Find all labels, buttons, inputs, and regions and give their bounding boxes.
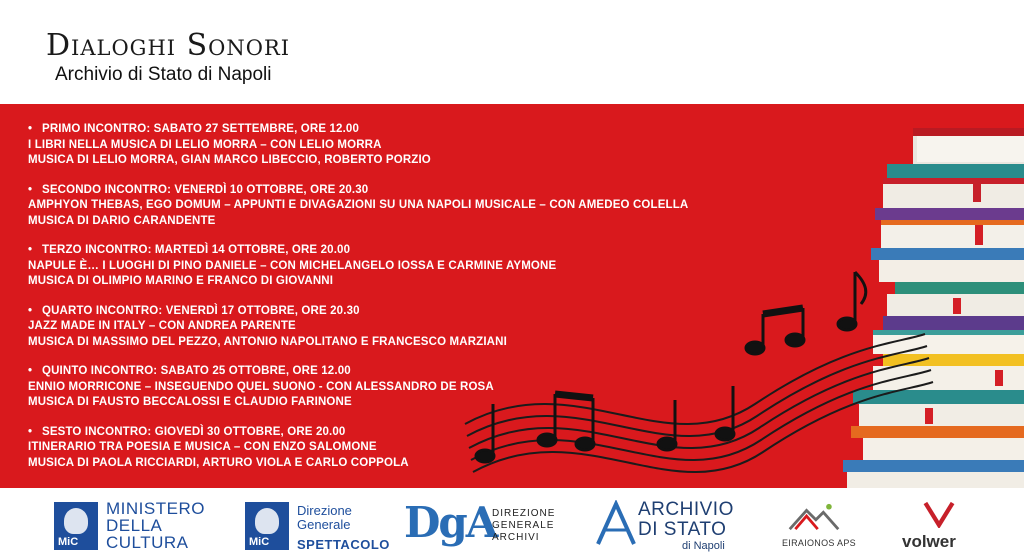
ministry-head-icon: MiC xyxy=(245,502,289,550)
ministero-cultura-logo: MiC MINISTERO DELLA CULTURA xyxy=(54,498,214,552)
bullet-icon: • xyxy=(28,244,33,256)
volwer-v-icon xyxy=(922,500,956,528)
event-topic: ITINERARIO TRA POESIA E MUSICA – CON ENZO SALOMONE xyxy=(28,441,377,453)
event-heading: SESTO INCONTRO: GIOVEDÌ 30 OTTOBRE, ORE 20.00 xyxy=(42,425,346,438)
event-topic: AMPHYON THEBAS, EGO DOMUM – APPUNTI E DIVAGAZIONI SU UNA NAPOLI MUSICALE – CON AMEDEO COLELLA xyxy=(28,199,689,211)
event-topic: ENNIO MORRICONE – INSEGUENDO QUEL SUONO - CON ALESSANDRO DE ROSA xyxy=(28,380,494,393)
ministry-head-icon: MiC xyxy=(54,502,98,550)
mountain-icon xyxy=(786,500,842,534)
event-topic: I LIBRI NELLA MUSICA DI LELIO MORRA – CON LELIO MORRA xyxy=(28,138,382,151)
bullet-icon: • xyxy=(28,183,33,196)
volwer-logo: volwer xyxy=(902,498,974,552)
eiraionos-logo: EIRAIONOS APS xyxy=(782,498,852,552)
event-music: MUSICA DI PAOLA RICCIARDI, ARTURO VIOLA E CARLO COPPOLA xyxy=(28,456,409,469)
bullet-icon: • xyxy=(28,123,33,135)
event-music: MUSICA DI MASSIMO DEL PEZZO, ANTONIO NAPOLITANO E FRANCESCO MARZIANI xyxy=(28,335,507,348)
direzione-spettacolo-logo: MiC Direzione Generale SPETTACOLO xyxy=(245,498,385,552)
event-music: MUSICA DI DARIO CARANDENTE xyxy=(28,214,216,227)
bullet-icon: • xyxy=(28,425,33,438)
header xyxy=(0,0,1024,104)
event-music: MUSICA DI LELIO MORRA, GIAN MARCO LIBECCIO, ROBERTO PORZIO xyxy=(28,154,431,166)
music-notes-illustration xyxy=(476,272,866,462)
archivio-stato-logo: ARCHIVIO DI STATO di Napoli xyxy=(594,498,754,552)
event-music: MUSICA DI OLIMPIO MARINO E FRANCO DI GIOVANNI xyxy=(28,275,334,287)
event-heading: PRIMO INCONTRO: SABATO 27 SETTEMBRE, ORE 12.00 xyxy=(42,123,360,135)
event-music: MUSICA DI FAUSTO BECCALOSSI E CLAUDIO FARINONE xyxy=(28,396,352,408)
event-topic: JAZZ MADE IN ITALY – CON ANDREA PARENTE xyxy=(28,320,296,332)
event-topic: NAPULE È… I LUOGHI DI PINO DANIELE – CON MICHELANGELO IOSSA E CARMINE AYMONE xyxy=(28,259,557,272)
event-heading: QUINTO INCONTRO: SABATO 25 OTTOBRE, ORE 12.00 xyxy=(42,365,351,377)
books-music-illustration xyxy=(455,104,1024,488)
dga-logo: DgA DIREZIONE GENERALE ARCHIVI xyxy=(404,498,556,547)
event-series-title: Dialoghi Sonori xyxy=(46,28,291,63)
archivio-a-icon xyxy=(594,500,638,548)
footer-logos xyxy=(0,488,1024,559)
venue-subtitle: Archivio di Stato di Napoli xyxy=(55,64,272,85)
event-heading: SECONDO INCONTRO: VENERDÌ 10 OTTOBRE, ORE 20.30 xyxy=(42,183,369,196)
bullet-icon: • xyxy=(28,365,33,377)
bullet-icon: • xyxy=(28,304,33,317)
books-stack-illustration xyxy=(843,128,1024,488)
event-heading: TERZO INCONTRO: MARTEDÌ 14 OTTOBRE, ORE 20.00 xyxy=(42,244,351,256)
program-band xyxy=(0,104,1024,488)
event-heading: QUARTO INCONTRO: VENERDÌ 17 OTTOBRE, ORE 20.30 xyxy=(42,304,360,317)
